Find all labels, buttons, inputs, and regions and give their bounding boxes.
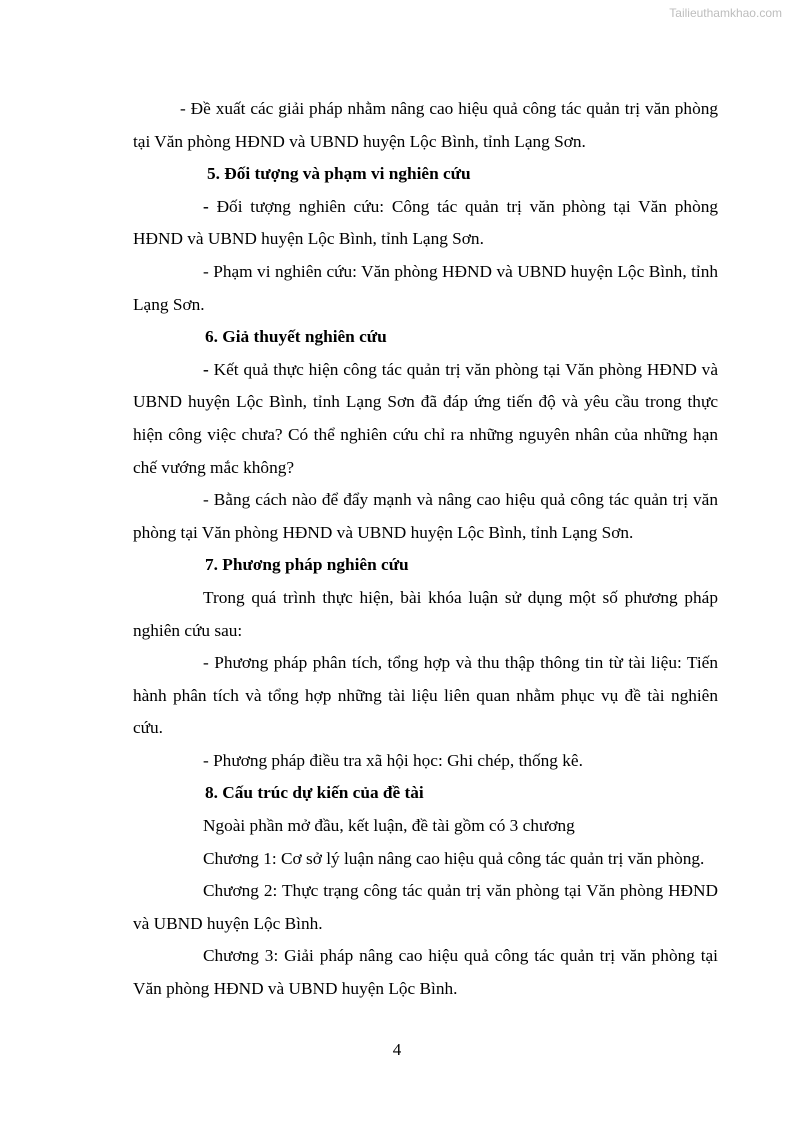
paragraph-research-subject	[133, 191, 718, 256]
page-number: 4	[392, 1040, 402, 1059]
bold-dash: -	[203, 196, 209, 216]
paragraph-hypothesis-1	[133, 354, 718, 484]
paragraph-methods-intro: Trong quá trình thực hiện, bài khóa luận sử dụng một số phương pháp nghiên cứu sau:	[133, 587, 718, 640]
paragraph-method-analysis: - Phương pháp phân tích, tổng hợp và thu thập thông tin từ tài liệu: Tiến hành phân tích và tổng hợp những tài liệu liên quan nhằm phục vụ đề tài nghiên cứu.	[133, 653, 718, 738]
section-heading-7: 7. Phương pháp nghiên cứu	[205, 555, 409, 575]
paragraph-text: Đối tượng nghiên cứu: Công tác quản trị văn phòng tại Văn phòng HĐND và UBND huyện Lộc Bình, tỉnh Lạng Sơn.	[133, 196, 718, 249]
section-heading-5: 5. Đối tượng và phạm vi nghiên cứu	[207, 164, 471, 184]
paragraph-text: Kết quả thực hiện công tác quản trị văn phòng tại Văn phòng HĐND và UBND huyện Lộc Bình, tỉnh Lạng Sơn đã đáp ứng tiến độ và yêu cầu trong thực hiện công việc chưa? Có thể nghiên cứu chỉ ra những nguyên nhân của những hạn chế vướng mắc không?	[133, 359, 718, 477]
document-body	[133, 93, 718, 1006]
paragraph-chapter-1: Chương 1: Cơ sở lý luận nâng cao hiệu quả công tác quản trị văn phòng.	[203, 848, 705, 868]
paragraph-objective-proposal: - Đề xuất các giải pháp nhằm nâng cao hiệu quả công tác quản trị văn phòng tại Văn phòng HĐND và UBND huyện Lộc Bình, tỉnh Lạng Sơn.	[133, 99, 718, 151]
paragraph-hypothesis-2: - Bằng cách nào để đẩy mạnh và nâng cao hiệu quả công tác quản trị văn phòng tại Văn phòng HĐND và UBND huyện Lộc Bình, tỉnh Lạng Sơn.	[133, 490, 718, 542]
paragraph-structure-intro: Ngoài phần mở đầu, kết luận, đề tài gồm có 3 chương	[203, 816, 575, 836]
paragraph-research-scope: - Phạm vi nghiên cứu: Văn phòng HĐND và UBND huyện Lộc Bình, tỉnh Lạng Sơn.	[133, 261, 718, 314]
paragraph-method-survey: - Phương pháp điều tra xã hội học: Ghi chép, thống kê.	[203, 750, 583, 770]
paragraph-chapter-2: Chương 2: Thực trạng công tác quản trị văn phòng tại Văn phòng HĐND và UBND huyện Lộc Bình.	[133, 881, 718, 933]
bold-dash: -	[203, 359, 209, 379]
section-heading-8: 8. Cấu trúc dự kiến của đề tài	[205, 783, 424, 803]
paragraph-chapter-3: Chương 3: Giải pháp nâng cao hiệu quả công tác quản trị văn phòng tại Văn phòng HĐND và UBND huyện Lộc Bình.	[133, 946, 718, 999]
watermark: Tailieuthamkhao.com	[669, 6, 782, 20]
section-heading-6: 6. Giả thuyết nghiên cứu	[205, 327, 387, 347]
